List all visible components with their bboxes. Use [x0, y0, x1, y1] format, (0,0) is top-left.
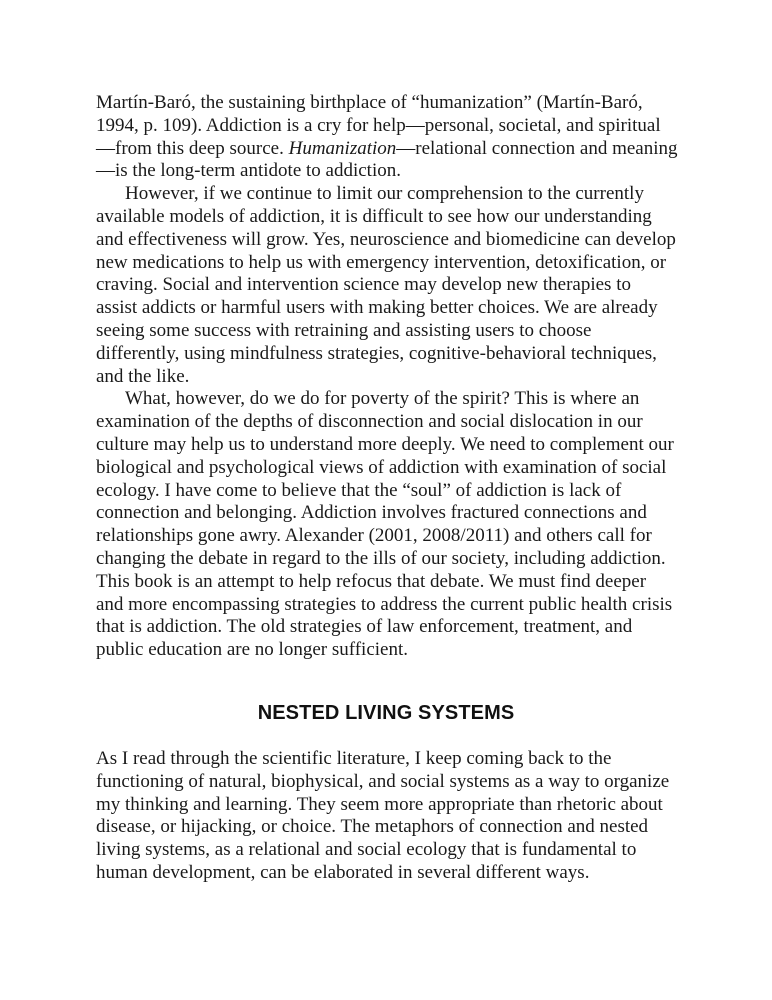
text-line: craving. Social and intervention science may develop new therapies to: [96, 274, 631, 296]
paragraph-first-line: What, however, do we do for poverty of the spirit? This is where an: [125, 388, 640, 410]
body-text-section-1: [96, 92, 696, 662]
text-line: [96, 138, 696, 161]
text-line: ecology. I have come to believe that the “soul” of addiction is lack of: [96, 479, 622, 501]
text-line: This book is an attempt to help refocus that debate. We must find deeper: [96, 570, 647, 592]
text-line: assist addicts or harmful users with making better choices. We are already: [96, 297, 658, 319]
paragraph-first-line: However, if we continue to limit our comprehension to the currently: [125, 183, 644, 205]
text-line: As I read through the scientific literature, I keep coming back to the: [96, 748, 612, 769]
body-text-section-2: [96, 748, 696, 885]
text-line: changing the debate in regard to the ills of our society, including addiction.: [96, 547, 666, 569]
text-line: seeing some success with retraining and assisting users to choose: [96, 319, 592, 341]
text-line: examination of the depths of disconnection and social dislocation in our: [96, 411, 643, 433]
text-line: functioning of natural, biophysical, and social systems as a way to organize: [96, 770, 670, 792]
text-line: connection and belonging. Addiction involves fractured connections and: [96, 502, 647, 524]
text-line: culture may help us to understand more deeply. We need to complement our: [96, 433, 674, 455]
text-line: and more encompassing strategies to address the current public health crisis: [96, 593, 673, 615]
text-line: biological and psychological views of addiction with examination of social: [96, 456, 667, 478]
text-line: my thinking and learning. They seem more appropriate than rhetoric about: [96, 793, 663, 815]
text-line: —is the long-term antidote to addiction.: [96, 160, 401, 182]
text-line: living systems, as a relational and social ecology that is fundamental to: [96, 839, 637, 861]
text-line: Martín-Baró, the sustaining birthplace of “humanization” (Martín-Baró,: [96, 92, 643, 113]
text-line: new medications to help us with emergency intervention, detoxification, or: [96, 251, 667, 273]
text-line: relationships gone awry. Alexander (2001, 2008/2011) and others call for: [96, 525, 652, 547]
text-line: public education are no longer sufficient.: [96, 639, 408, 661]
text-line: that is addiction. The old strategies of law enforcement, treatment, and: [96, 616, 633, 638]
text-line: and the like.: [96, 365, 190, 387]
emphasized-term: Humanization: [288, 137, 397, 159]
text-line: disease, or hijacking, or choice. The metaphors of connection and nested: [96, 816, 649, 838]
section-heading: NESTED LIVING SYSTEMS: [257, 702, 515, 724]
text-line: human development, can be elaborated in several different ways.: [96, 861, 590, 883]
text-line: 1994, p. 109). Addiction is a cry for help—personal, societal, and spiritual: [96, 114, 661, 136]
text-line: and effectiveness will grow. Yes, neuroscience and biomedicine can develop: [96, 228, 676, 250]
text-run: —relational connection and meaning: [396, 137, 678, 159]
text-line: differently, using mindfulness strategies, cognitive-behavioral techniques,: [96, 342, 657, 364]
text-run: —from this deep source.: [96, 137, 289, 159]
text-line: available models of addiction, it is difficult to see how our understanding: [96, 205, 652, 227]
